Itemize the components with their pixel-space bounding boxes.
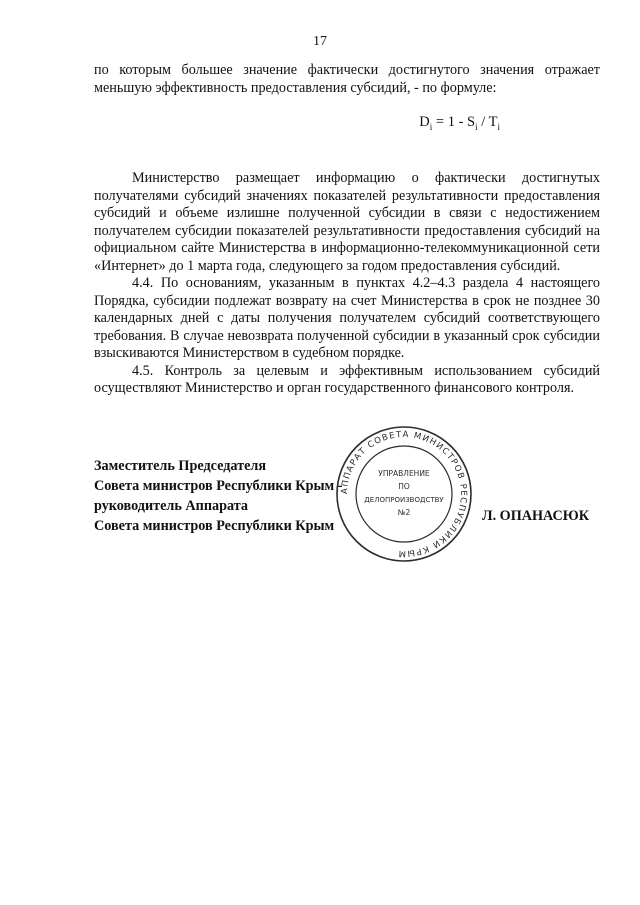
signature-title-line-4: Совета министров Республики Крым: [94, 518, 335, 534]
document-body: [94, 62, 600, 398]
signer-name: Л. ОПАНАСЮК: [482, 508, 590, 524]
formula-d-subscript: i: [429, 121, 433, 132]
stamp-inner-line-2: ПО: [398, 482, 410, 491]
stamp-outer-text: [340, 430, 468, 558]
page-number: 17: [313, 34, 327, 49]
stamp-inner-ring: [356, 446, 452, 542]
stamp-outer-text-path: АППАРАТ СОВЕТА МИНИСТРОВ РЕСПУБЛИКИ КРЫМ: [339, 429, 469, 559]
signature-block: [94, 456, 342, 536]
signature-title-line-1: Заместитель Председателя: [94, 458, 267, 474]
paragraph-4-4: 4.4. По основаниям, указанным в пунктах 4.2–4.3 раздела 4 настоящего Порядка, субсидии подлежат возврату на счет Министерства в срок не позднее 30 календарных дней с даты получения получателем субсидий соответствующего требования. В случае невозврата полученной субсидии в указанный срок субсидии взыскиваются Министерством в судебном порядке.: [94, 275, 600, 362]
stamp-outer-ring: [337, 427, 471, 561]
formula: [94, 114, 500, 136]
paragraph-4-5: 4.5. Контроль за целевым и эффективным использованием субсидий осуществляют Министерство и орган государственного финансового контроля.: [94, 362, 600, 397]
paragraph-continuation: по которым большее значение фактически достигнутого значения отражает меньшую эффективность предоставления субсидий, - по формуле:: [94, 62, 600, 96]
stamp-inner-line-1: УПРАВЛЕНИЕ: [378, 469, 430, 478]
paragraph-ministry-info: Министерство размещает информацию о фактически достигнутых получателями субсидий значениях показателей результативности предоставления субсидий и объеме излишне полученной субсидии в связи с недостижением получателем субсидии показателей результативности предоставления субсидий на официальном сайте Министерства в информационно-телекоммуникационной сети «Интернет» до 1 марта года, следующего за годом предоставления субсидий.: [94, 170, 600, 274]
stamp-graphic: [334, 424, 474, 564]
formula-d: D: [419, 114, 430, 130]
formula-s-subscript: i: [475, 121, 478, 132]
official-stamp: [334, 424, 474, 564]
stamp-inner-line-4: №2: [397, 508, 411, 517]
signature-title-line-3: руководитель Аппарата: [94, 498, 248, 514]
formula-middle: = 1 - S: [432, 114, 476, 130]
formula-t-subscript: i: [497, 121, 500, 132]
stamp-inner-line-3: ДЕЛОПРОИЗВОДСТВУ: [364, 496, 444, 504]
formula-slash: / T: [477, 114, 498, 130]
signature-title-line-2: Совета министров Республики Крым -: [94, 478, 343, 494]
